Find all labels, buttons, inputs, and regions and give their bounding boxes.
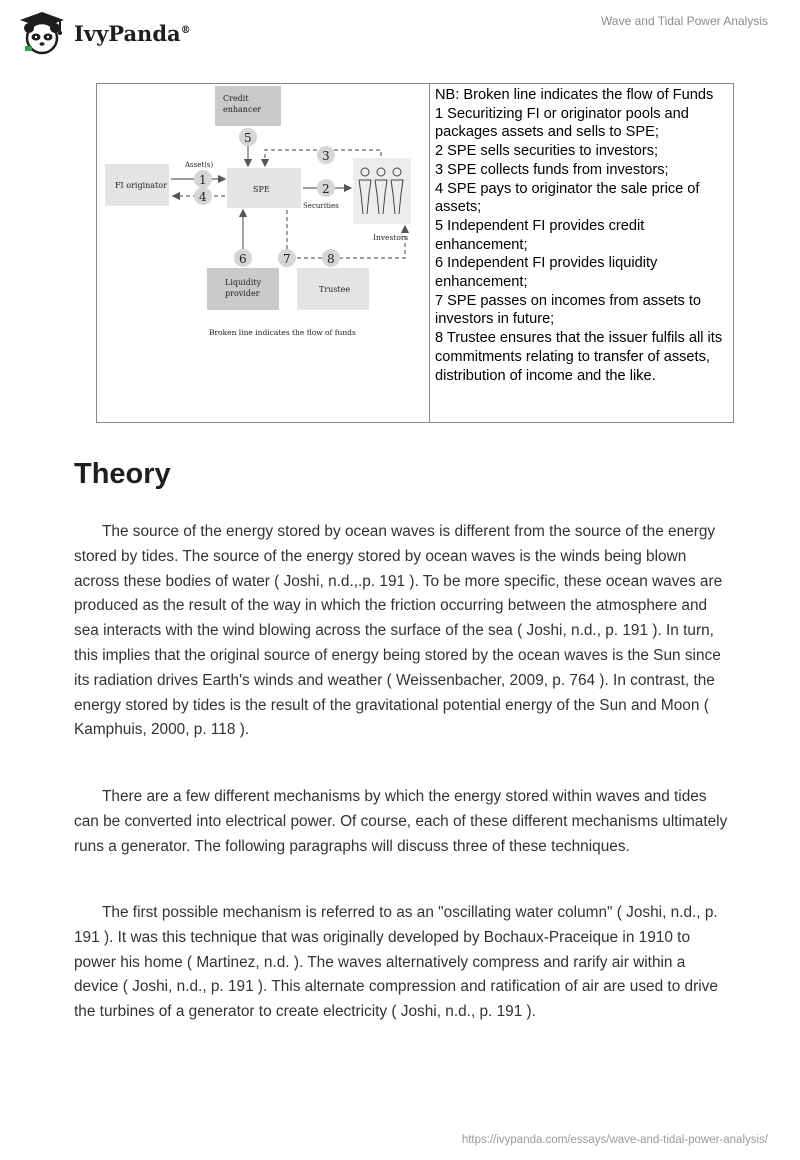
svg-text:1: 1: [199, 173, 207, 187]
step-circle-5: [239, 128, 257, 146]
svg-text:4: 4: [199, 190, 207, 204]
trustee-label: Trustee: [319, 285, 351, 294]
securities-label: Securities: [303, 202, 339, 210]
step-circle-7: [278, 249, 296, 267]
note-line: 6 Independent FI provides liquidity enhancement;: [435, 255, 658, 291]
paragraph: The first possible mechanism is referred to as an "oscillating water column" ( Joshi, n.d., p. 191 ). It was this technique that was originally developed by Bochaux-Praceique in 1910 to power his home ( Martinez, n.d. ). The waves alternatively compress and rarify air within a device ( Joshi, n.d., p. 191 ). This alternate compression and ratification of air are used to drive the turbines of a generator to create electricity ( Joshi, n.d., p. 191 ).: [74, 904, 718, 1021]
step-circle-2: [317, 179, 335, 197]
brand-logo[interactable]: [16, 10, 191, 56]
panda-logo-icon: [16, 10, 68, 56]
securitization-diagram: [97, 84, 429, 422]
note-line: NB: Broken line indicates the flow of Funds: [435, 87, 714, 103]
svg-text:3: 3: [322, 149, 330, 163]
section-heading: Theory: [74, 458, 171, 490]
svg-text:6: 6: [239, 252, 247, 266]
step-circle-8: [322, 249, 340, 267]
note-line: 2 SPE sells securities to investors;: [435, 143, 659, 160]
step-circle-6: [234, 249, 252, 267]
note-line: 7 SPE passes on incomes from assets to investors in future;: [435, 292, 702, 328]
note-line: 4 SPE pays to originator the sale price of assets;: [435, 180, 700, 216]
svg-text:2: 2: [322, 182, 330, 196]
note-line: 5 Independent FI provides credit enhancement;: [435, 217, 645, 253]
step-circle-4: [194, 187, 212, 205]
credit-enhancer-label: Credit: [223, 94, 249, 103]
note-line: 3 SPE collects funds from investors;: [435, 161, 669, 178]
source-url[interactable]: https://ivypanda.com/essays/wave-and-tidal-power-analysis/: [461, 1134, 768, 1146]
fi-originator-label: FI originator: [115, 181, 167, 190]
liquidity-provider-label-2: provider: [225, 289, 260, 298]
svg-text:5: 5: [244, 131, 252, 145]
credit-enhancer-label-2: enhancer: [223, 105, 261, 114]
investors-label: Investors: [373, 233, 409, 242]
assets-label: Asset(s): [185, 161, 214, 169]
notes-cell: [435, 86, 731, 385]
svg-text:7: 7: [283, 252, 291, 266]
note-line: 1 Securitizing FI or originator pools and packages assets and sells to SPE;: [435, 105, 689, 141]
paragraph: There are a few different mechanisms by which the energy stored within waves and tides can be converted into electrical power. Of course, each of these different mechanisms ultimately runs a generator. The following paragraphs will discuss three of these techniques.: [74, 788, 728, 855]
step-circle-3: [317, 146, 335, 164]
securitization-diagram-cell: [97, 84, 430, 422]
page-header: [0, 0, 800, 70]
diagram-caption: Broken line indicates the flow of funds: [209, 328, 356, 337]
svg-text:8: 8: [327, 252, 335, 266]
step-circle-1: [194, 170, 212, 188]
document-title: Wave and Tidal Power Analysis: [601, 14, 768, 28]
liquidity-provider-label: Liquidity: [225, 278, 262, 287]
brand-name: IvyPanda®: [74, 20, 191, 46]
spe-label: SPE: [253, 185, 270, 194]
figure-table: [96, 83, 734, 423]
note-line: 8 Trustee ensures that the issuer fulfils all its commitments relating to transfer of assets, distribution of income and the like.: [435, 330, 723, 384]
paragraph: The source of the energy stored by ocean waves is different from the source of the energy stored by tides. The source of the energy stored by ocean waves is the winds being blown across these bodies of water ( Joshi, n.d.,.p. 191 ). To be more specific, these ocean waves are produced as the result of the way in which the friction occurring between the atmosphere and sea interacts with the wind blowing across the surface of the sea ( Joshi, n.d., p. 191 ). In turn, this implies that the original source of energy being stored by the ocean waves is the Sun since its radiation drives Earth's winds and weather ( Weissenbacher, 2009, p. 764 ). In contrast, the energy stored by tides is the result of the gravitational potential energy of the Sun and Moon ( Kamphuis, 2000, p. 118 ).: [74, 523, 723, 739]
